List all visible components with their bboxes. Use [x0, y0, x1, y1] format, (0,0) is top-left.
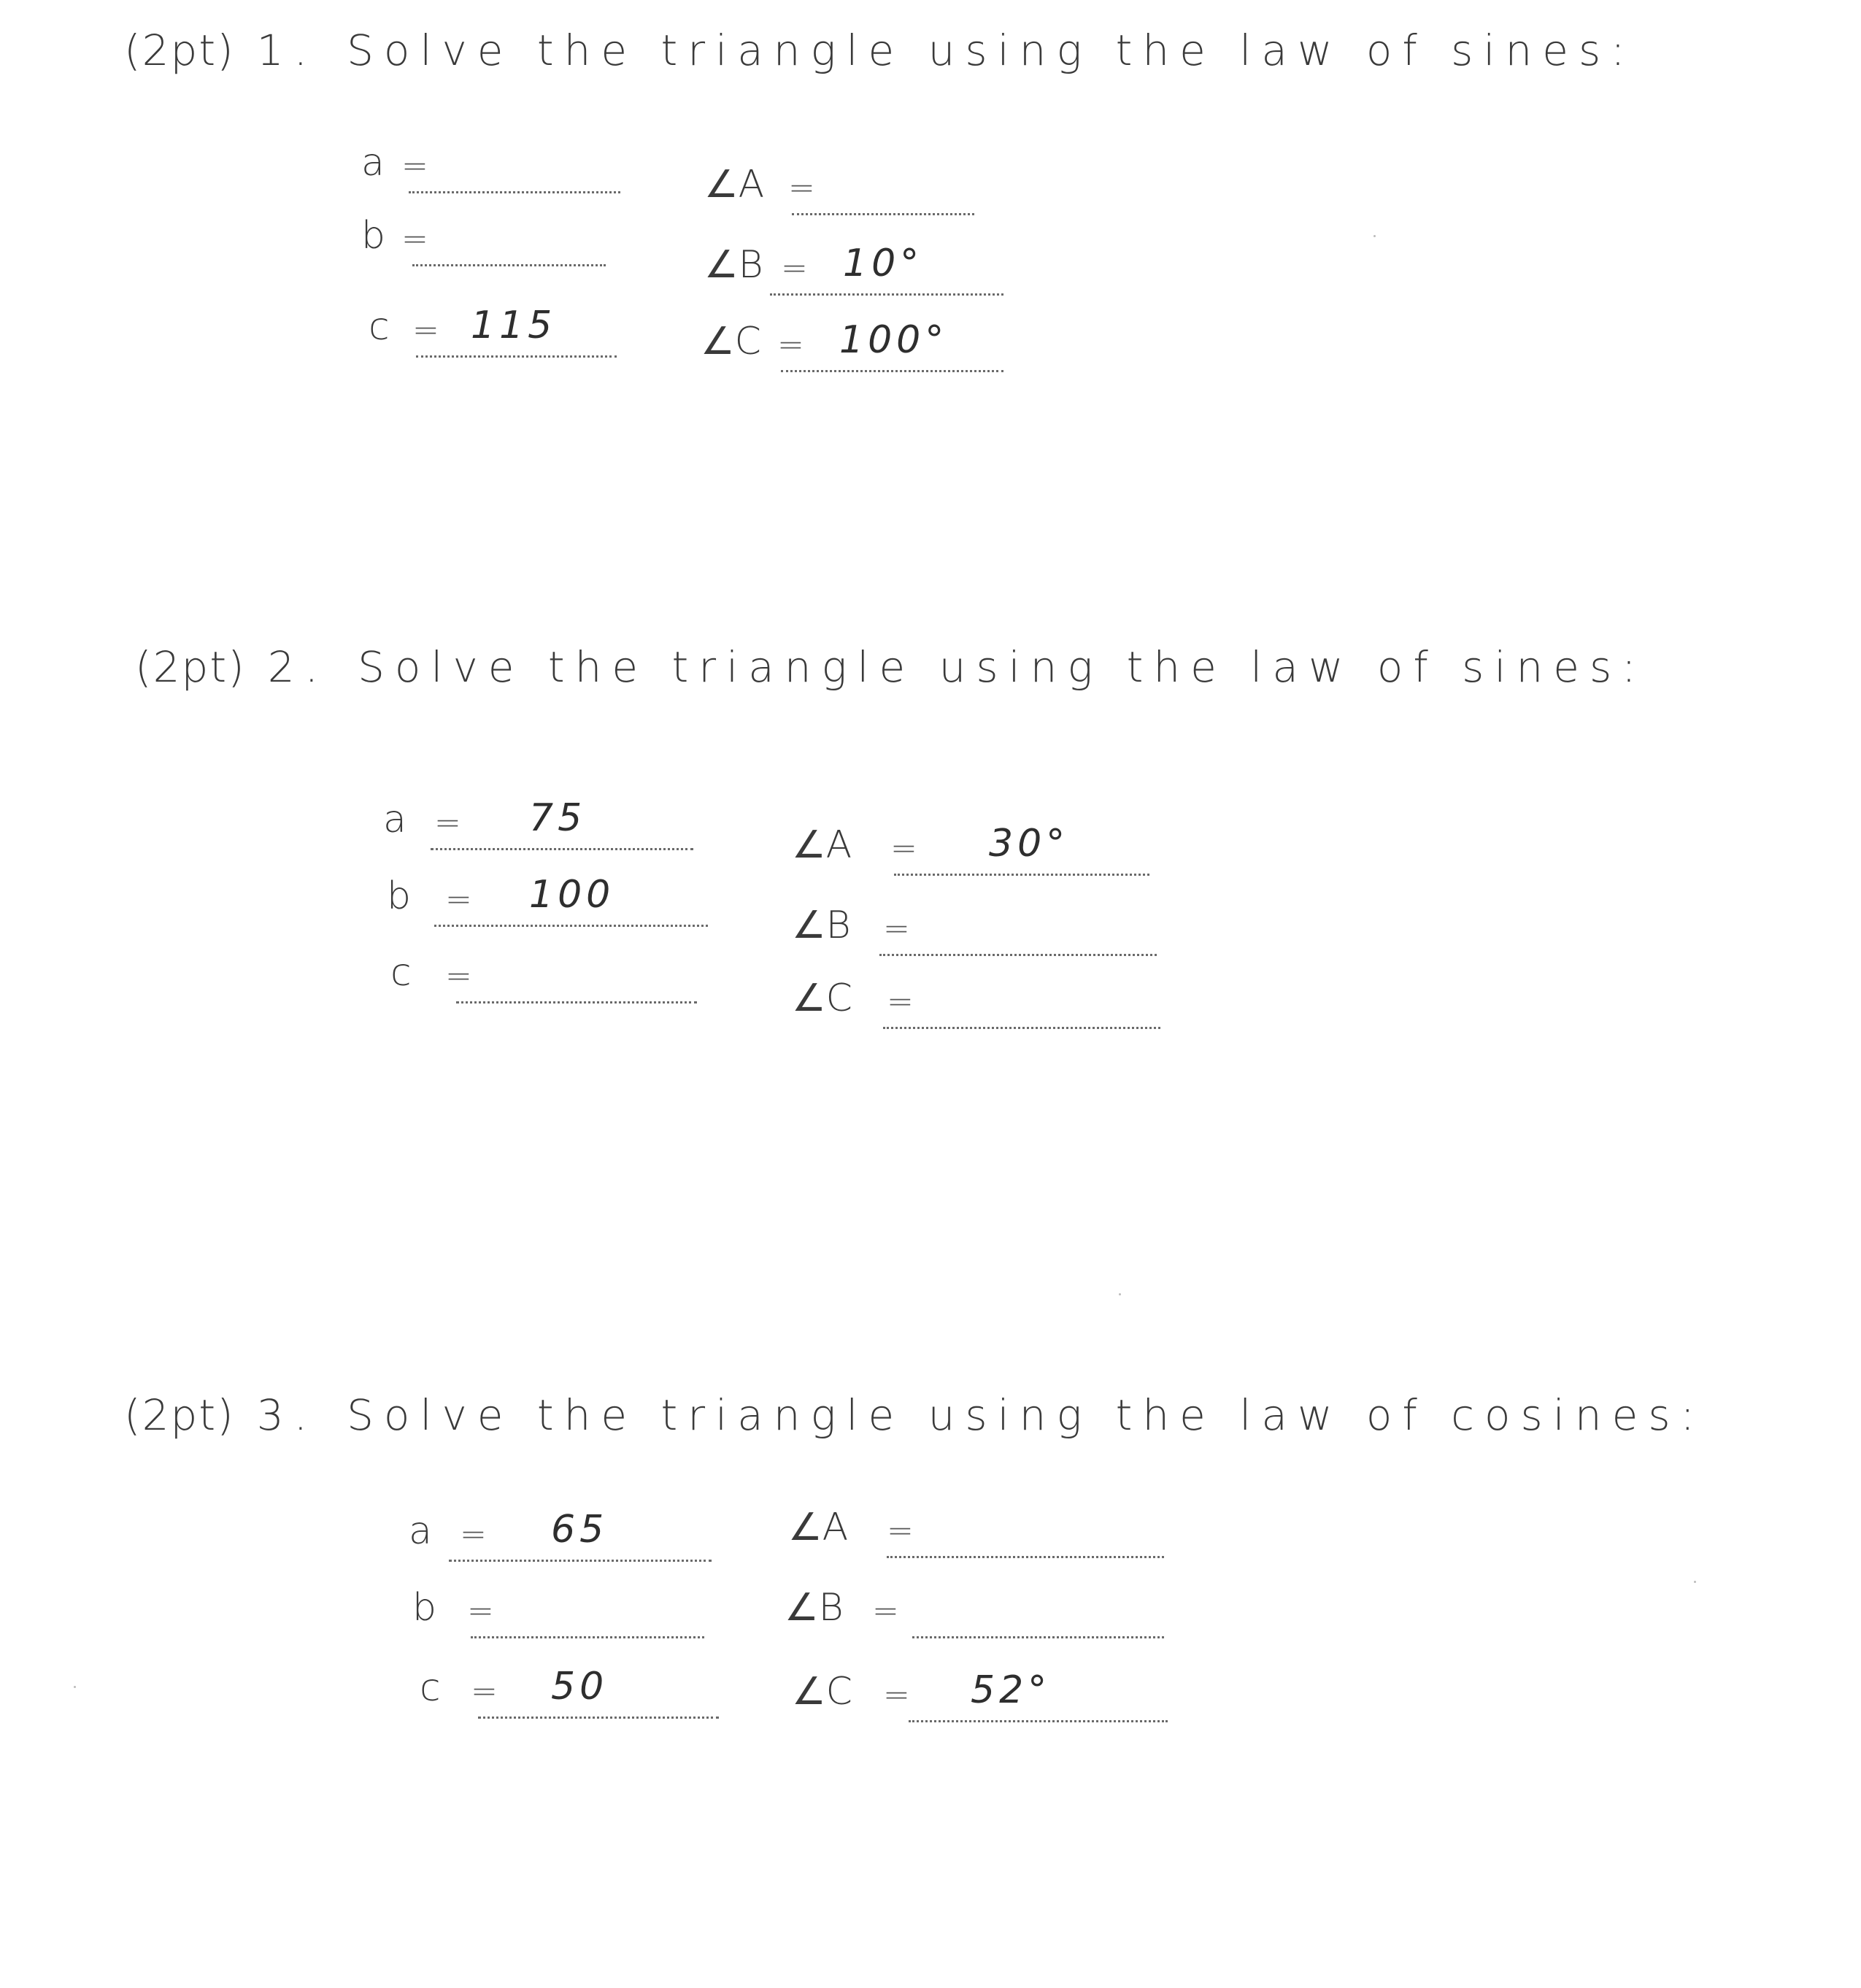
equals-sign: = — [883, 910, 910, 947]
problem-1-instruction: Solve the triangle using the law of sines: — [347, 26, 1635, 75]
angle-c-value: 100° — [839, 318, 949, 362]
problem-1-number: 1. — [256, 26, 318, 75]
problem-3-angle-c — [792, 1668, 1171, 1722]
equals-sign: = — [401, 147, 428, 185]
scan-speck — [1119, 1293, 1121, 1295]
answer-line — [449, 1560, 712, 1562]
equals-sign: = — [781, 250, 808, 287]
angle-b-label: ∠B — [704, 243, 763, 287]
equals-sign: = — [788, 169, 815, 207]
angle-a-label: ∠A — [792, 823, 852, 867]
problem-3-side-a — [409, 1508, 715, 1562]
answer-line — [879, 954, 1157, 956]
problem-1-angle-b — [704, 244, 1011, 296]
problem-2-angle-b — [792, 905, 1164, 956]
angle-b-label: ∠B — [785, 1586, 844, 1630]
problem-2-side-c — [390, 952, 712, 1003]
problem-2-points: (2pt) — [135, 642, 246, 692]
equals-sign: = — [445, 881, 472, 918]
problem-3-angle-b — [785, 1587, 1164, 1638]
side-c-label: c — [420, 1666, 441, 1710]
side-c-value: 50 — [551, 1665, 609, 1708]
equals-sign: = — [777, 326, 804, 363]
equals-sign: = — [401, 220, 428, 258]
side-c-label: c — [390, 951, 412, 995]
problem-1-side-b — [361, 215, 631, 266]
angle-b-value: 10° — [843, 242, 924, 285]
problem-3-angle-a — [788, 1507, 1168, 1558]
equals-sign: = — [460, 1516, 487, 1553]
equals-sign: = — [887, 1512, 914, 1549]
angle-c-label: ∠C — [792, 1670, 852, 1714]
equals-sign: = — [890, 830, 917, 867]
answer-line — [416, 355, 617, 358]
side-b-label: b — [361, 214, 386, 258]
answer-line — [781, 370, 1003, 372]
answer-line — [471, 1636, 704, 1638]
angle-b-label: ∠B — [792, 904, 851, 947]
problem-2-angle-a — [792, 822, 1164, 876]
problem-2-side-a — [383, 796, 704, 850]
side-b-label: b — [412, 1586, 437, 1630]
answer-line — [412, 264, 606, 266]
problem-3-side-b — [412, 1587, 719, 1638]
problem-3-number: 3. — [256, 1390, 318, 1440]
scan-speck — [1373, 235, 1376, 237]
angle-c-label: ∠C — [792, 976, 852, 1020]
problem-3-points: (2pt) — [124, 1390, 235, 1440]
answer-line — [770, 293, 1003, 296]
angle-a-label: ∠A — [788, 1506, 849, 1549]
answer-line — [456, 1001, 697, 1003]
problem-2-angle-c — [792, 978, 1164, 1029]
answer-line — [792, 213, 974, 215]
problem-2-instruction: Solve the triangle using the law of sines: — [358, 642, 1646, 692]
answer-line — [887, 1556, 1164, 1558]
scan-speck — [1694, 1581, 1696, 1583]
side-c-value: 115 — [471, 304, 557, 347]
angle-c-label: ∠C — [701, 320, 761, 363]
equals-sign: = — [434, 804, 461, 841]
problem-1-heading — [124, 26, 1635, 75]
answer-line — [894, 874, 1149, 876]
problem-3-heading — [124, 1390, 1705, 1440]
side-a-value: 75 — [529, 796, 587, 840]
side-a-label: a — [361, 141, 385, 185]
side-a-label: a — [383, 798, 407, 841]
answer-line — [909, 1720, 1168, 1722]
side-c-label: c — [369, 305, 390, 349]
problem-2-heading — [135, 642, 1646, 692]
equals-sign: = — [412, 312, 439, 349]
side-a-value: 65 — [551, 1508, 609, 1552]
problem-3-side-c — [420, 1665, 726, 1719]
side-a-label: a — [409, 1509, 432, 1553]
answer-line — [431, 848, 693, 850]
equals-sign: = — [467, 1592, 494, 1630]
equals-sign: = — [883, 1676, 910, 1714]
problem-2-number: 2. — [267, 642, 329, 692]
equals-sign: = — [887, 983, 914, 1020]
side-b-value: 100 — [529, 873, 615, 917]
answer-line — [883, 1027, 1160, 1029]
answer-line — [409, 191, 620, 193]
angle-a-label: ∠A — [704, 163, 765, 207]
problem-1-side-a — [361, 142, 631, 193]
problem-1-points: (2pt) — [124, 26, 235, 75]
equals-sign: = — [872, 1592, 899, 1630]
problem-3-instruction: Solve the triangle using the law of cosines: — [347, 1390, 1706, 1440]
problem-2-side-b — [387, 873, 708, 927]
problem-1-angle-c — [701, 318, 1007, 372]
angle-c-value: 52° — [971, 1668, 1052, 1712]
answer-line — [434, 925, 708, 927]
side-b-label: b — [387, 874, 412, 918]
equals-sign: = — [471, 1673, 498, 1710]
equals-sign: = — [445, 958, 472, 995]
answer-line — [912, 1636, 1164, 1638]
angle-a-value: 30° — [989, 822, 1070, 866]
problem-1-angle-a — [704, 164, 1011, 215]
scan-speck — [74, 1686, 76, 1688]
problem-1-side-c — [369, 304, 639, 358]
answer-line — [478, 1717, 719, 1719]
